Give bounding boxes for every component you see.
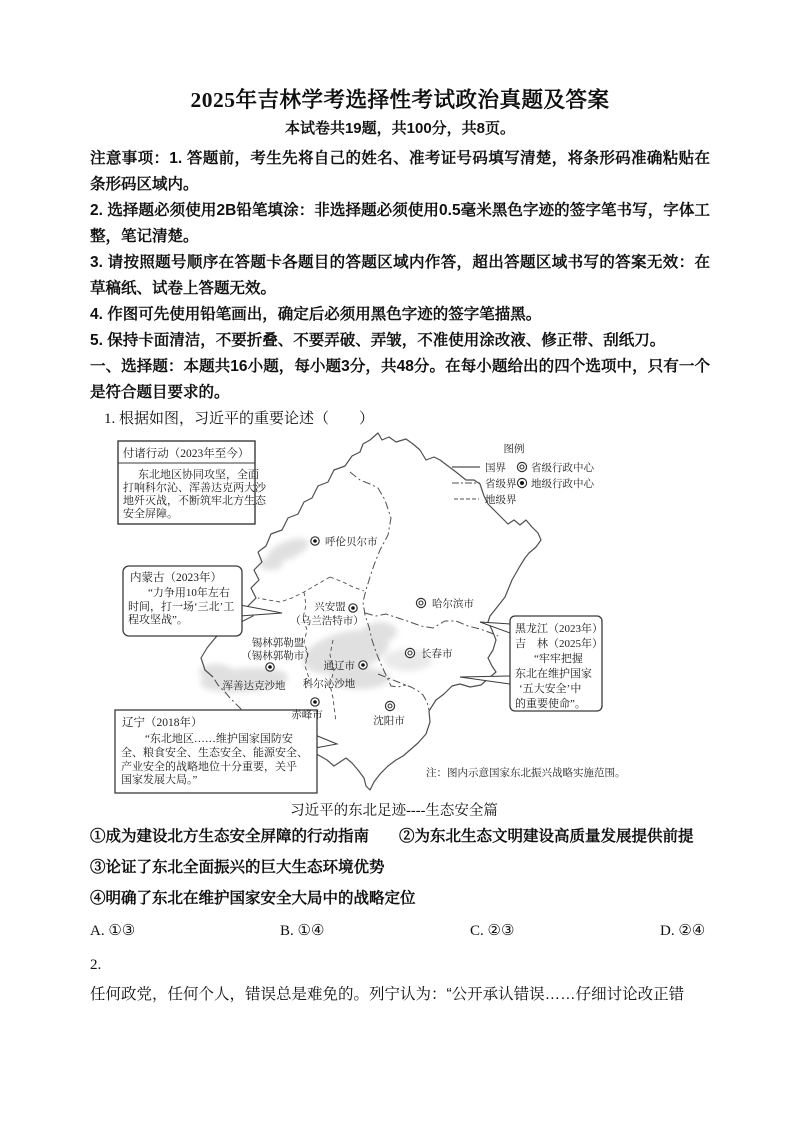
page-content <box>90 86 710 1006</box>
question-1-stem: 1. 根据如图，习近平的重要论述（ ） <box>104 411 375 427</box>
city-haerbin <box>416 597 474 610</box>
option-c: C. ②③ <box>470 923 515 939</box>
notice-2: 2. 选择题必须使用2B铅笔填涂：非选择题必须使用0.5毫米黑色字迹的签字笔书写，字体工整，笔记清楚。 <box>90 202 710 245</box>
liaoning-box-title: 辽宁（2018年） <box>122 717 203 729</box>
map-caption: 习近平的东北足迹----生态安全篇 <box>290 803 498 819</box>
city-xinganmeng <box>290 600 364 627</box>
liaoning-box-line-1: “东北地区……维护国家国防安 <box>145 733 293 745</box>
city-changchun-label: 长春市 <box>421 649 453 660</box>
hljjl-box-line-3: “牢牢把握 <box>534 653 583 665</box>
option-a: A. ①③ <box>90 923 136 939</box>
map-note: 注：图内示意国家东北振兴战略实施范围。 <box>426 768 626 779</box>
page-title: 2025年吉林学考选择性考试政治真题及答案 <box>190 88 610 112</box>
hljjl-box-line-2: 吉 林（2025年） <box>515 638 603 650</box>
hljjl-box-line-6: 的重要使命”。 <box>515 698 586 710</box>
city-xilinguole-sublabel: （锡林郭勒市） <box>241 651 315 662</box>
action-box-line-4: 安全屏障。 <box>123 508 178 520</box>
notice-4: 4. 作图可先使用铅笔画出，确定后必须用黑色字迹的签字笔描黑。 <box>90 306 542 323</box>
legend-prefecture-center-label: 地级行政中心 <box>531 479 594 490</box>
legend-provincial-center-label: 省级行政中心 <box>531 463 594 474</box>
city-xinganmeng-label: 兴安盟 <box>314 602 346 613</box>
hljjl-box-line-5: ‘五大安全’中 <box>519 683 582 695</box>
city-tongliao-label: 通辽市 <box>323 661 355 672</box>
action-box-title: 付诸行动（2023年至今） <box>122 448 250 460</box>
callout-action-box <box>118 441 267 524</box>
callout-heilongjiang-jilin <box>460 616 603 711</box>
question-2-number: 2. <box>90 957 102 973</box>
legend-prefecture-center-icon <box>517 478 526 487</box>
neimenggu-box-title: 内蒙古（2023年） <box>130 572 222 584</box>
legend-provincial-center-icon <box>517 462 526 471</box>
statement-1: ①成为建设北方生态安全屏障的行动指南 <box>90 828 370 845</box>
action-box-line-1: 东北地区协同攻坚，全面 <box>138 469 259 481</box>
exam-notices <box>90 146 710 406</box>
city-xinganmeng-sublabel: （乌兰浩特市） <box>290 616 364 627</box>
callout-liaoning <box>115 710 337 793</box>
city-hulunbeier-label: 呼伦贝尔市 <box>325 537 378 548</box>
section-heading: 一、选择题：本题共16小题，每小题3分，共48分。在每小题给出的四个选项中，只有一个是符合题目要求的。 <box>90 358 710 401</box>
neimenggu-box-line-2: 时间，打一场‘三北’工 <box>128 601 235 613</box>
neimenggu-box-line-3: 程攻坚战”。 <box>128 614 188 626</box>
question-2-text: 任何政党，任何个人，错误总是难免的。列宁认为：“公开承认错误……仔细讨论改正错 <box>90 986 685 1003</box>
sand-hunshandake-label: 浑善达克沙地 <box>222 681 286 692</box>
city-chifeng-label: 赤峰市 <box>291 710 323 721</box>
statement-row <box>90 827 710 847</box>
city-shenyang-label: 沈阳市 <box>373 716 405 727</box>
question-1-options <box>90 921 710 941</box>
map-figure <box>108 430 720 821</box>
legend-title: 图例 <box>503 444 525 455</box>
hljjl-box-line-1: 黑龙江（2023年） <box>515 623 603 635</box>
liaoning-box-line-2: 全、粮食安全、生态安全、能源安全、 <box>121 747 308 759</box>
statement-3: ③论证了东北全面振兴的巨大生态环境优势 <box>90 859 385 876</box>
question-1-statements <box>90 827 710 909</box>
city-xilinguole <box>241 636 315 671</box>
liaoning-box-line-3: 产业安全的战略地位十分重要，关乎 <box>121 761 297 773</box>
notice-1: 注意事项：1. 答题前，考生先将自己的姓名、准考证号码填写清楚，将条形码准确粘贴在条形码区域内。 <box>90 150 710 193</box>
city-chifeng <box>291 698 323 721</box>
city-haerbin-label: 哈尔滨市 <box>432 599 474 610</box>
sand-keerqin-label: 科尔沁沙地 <box>302 679 356 690</box>
map-legend <box>452 442 594 506</box>
city-hulunbeier <box>311 535 378 548</box>
statement-4: ④明确了东北在维护国家安全大局中的战略定位 <box>90 890 416 907</box>
legend-national-label: 国界 <box>485 463 506 474</box>
page-subtitle: 本试卷共19题，共100分，共8页。 <box>284 120 516 137</box>
notice-3: 3. 请按照题号顺序在答题卡各题目的答题区域内作答，超出答题区域书写的答案无效：在草稿纸、试卷上答题无效。 <box>90 254 710 297</box>
option-d: D. ②④ <box>660 923 706 939</box>
city-xilinguole-label: 锡林郭勒盟 <box>251 638 305 649</box>
statement-2: ②为东北生态文明建设高质量发展提供前提 <box>399 828 694 845</box>
callout-neimenggu <box>123 566 282 636</box>
action-box-line-2: 打响科尔沁、浑善达克两大沙 <box>123 482 266 494</box>
action-box-line-3: 地歼灭战，不断筑牢北方生态 <box>123 495 266 507</box>
liaoning-box-line-4: 国家发展大局。” <box>121 774 198 786</box>
city-shenyang <box>373 701 405 727</box>
northeast-china-map <box>108 430 720 796</box>
legend-provincial-label: 省级界 <box>485 479 517 490</box>
legend-prefecture-label: 地级界 <box>485 495 517 506</box>
neimenggu-box-line-1: “力争用10年左右 <box>148 587 230 599</box>
option-b: B. ①④ <box>280 923 325 939</box>
hljjl-box-line-4: 东北在维护国家 <box>515 668 592 680</box>
notice-5: 5. 保持卡面清洁，不要折叠、不要弄破、弄皱，不准使用涂改液、修正带、刮纸刀。 <box>90 332 666 349</box>
